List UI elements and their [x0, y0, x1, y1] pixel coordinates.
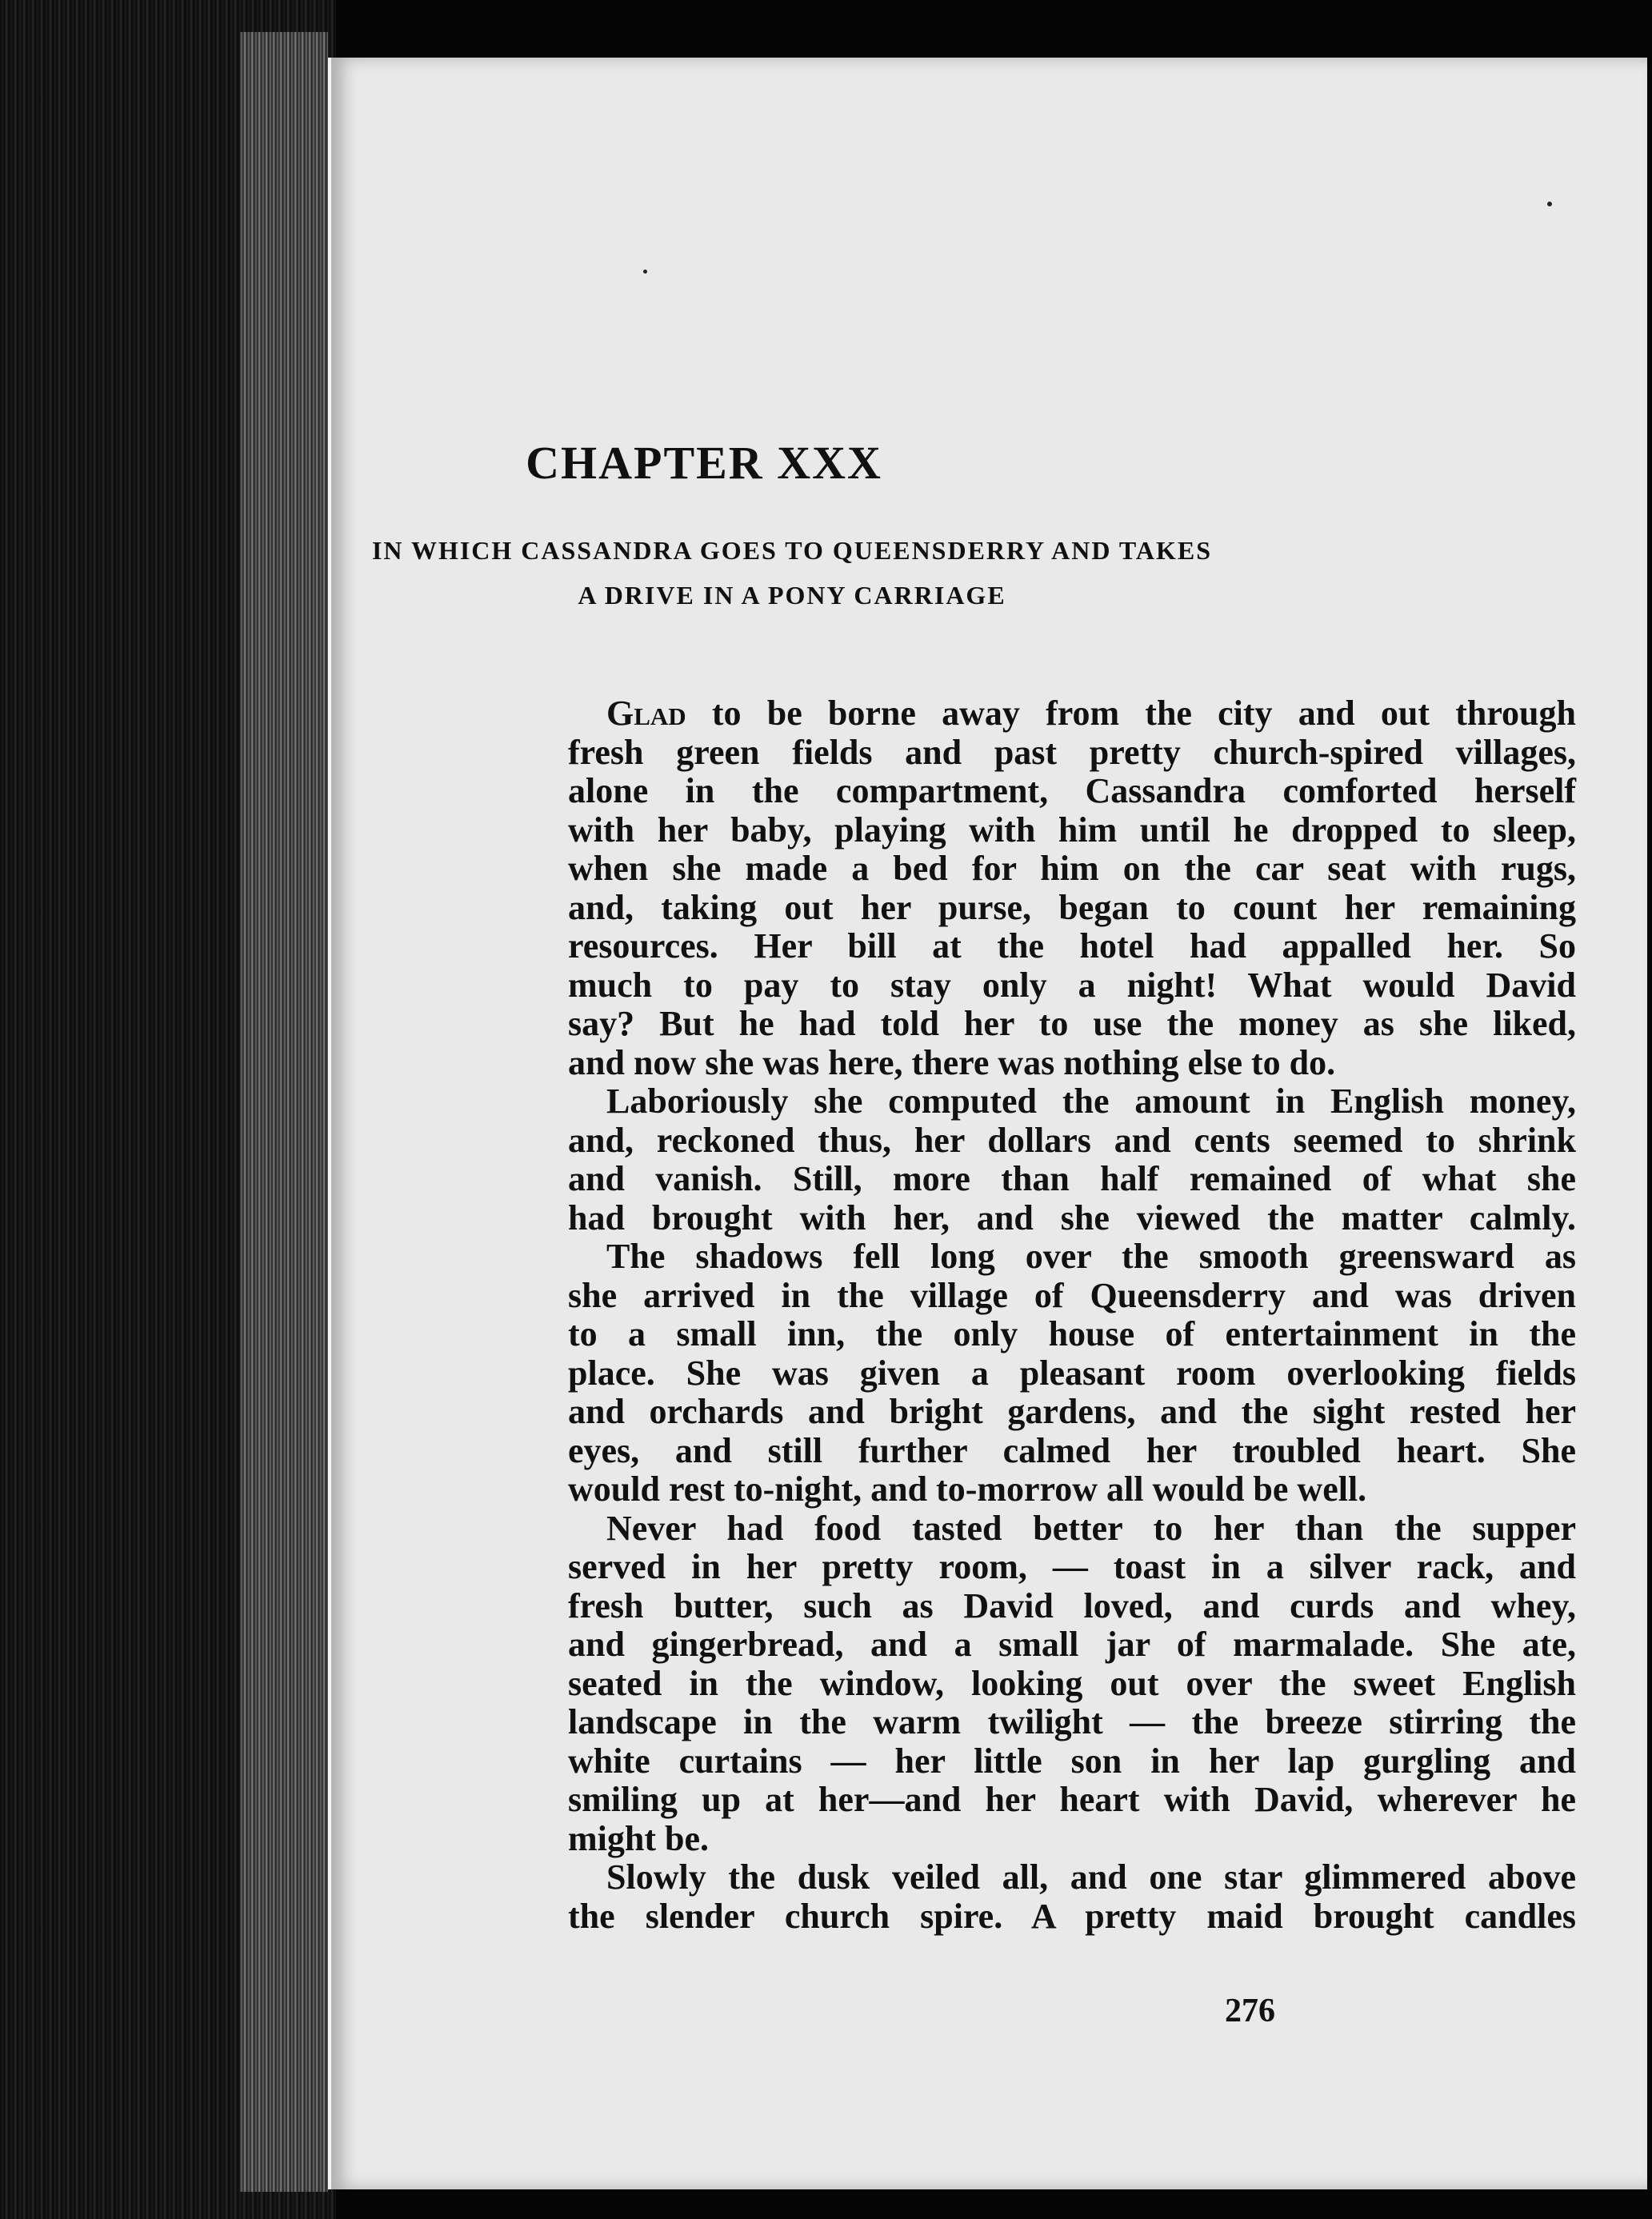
text-line: the slender church spire. A pretty maid brought candles	[568, 1896, 1576, 1936]
text-line: and gingerbread, and a small jar of marmalade. She ate,	[568, 1625, 1576, 1664]
text-line: white curtains — her little son in her lap gurgling and	[568, 1741, 1576, 1781]
text-line: resources. Her bill at the hotel had appalled her. So	[568, 926, 1576, 966]
text-line: with her baby, playing with him until he dropped to sleep,	[568, 810, 1576, 850]
text-line: when she made a bed for him on the car seat with rugs,	[568, 849, 1576, 888]
text-line: The shadows fell long over the smooth greensward as	[606, 1237, 1576, 1276]
text-line: place. She was given a pleasant room overlooking fields	[568, 1353, 1576, 1393]
text-line: Laboriously she computed the amount in English money,	[606, 1082, 1576, 1121]
page-number	[0, 1992, 1324, 2030]
body-text	[240, 694, 1582, 1936]
text-line: and now she was here, there was nothing else to do.	[568, 1042, 1336, 1082]
lead-word: Glad	[606, 694, 686, 733]
text-line: alone in the compartment, Cassandra comforted herself	[568, 771, 1576, 810]
text-line: smiling up at her—and her heart with David, wherever he	[568, 1780, 1576, 1819]
text-line: served in her pretty room, — toast in a silver rack, and	[568, 1547, 1576, 1586]
text-line: to a small inn, the only house of entertainment in the	[568, 1314, 1576, 1353]
subtitle-line: IN WHICH CASSANDRA GOES TO QUEENSDERRY AND TAKES	[371, 536, 1213, 565]
text-line: landscape in the warm twilight — the breeze stirring the	[568, 1702, 1576, 1741]
text-line-rest: to be borne away from the city and out through	[686, 694, 1576, 733]
text-line: eyes, and still further calmed her troubled heart. She	[568, 1430, 1576, 1470]
text-line: Never had food tasted better to her than the supper	[606, 1508, 1576, 1548]
chapter-title: CHAPTER XXX	[526, 437, 882, 489]
subtitle-line: A DRIVE IN A PONY CARRIAGE	[578, 581, 1006, 610]
text-line: and vanish. Still, more than half remained of what she	[568, 1159, 1576, 1198]
text-line	[568, 694, 1576, 734]
text-line: seated in the window, looking out over the sweet English	[568, 1663, 1576, 1703]
text-line: Slowly the dusk veiled all, and one star glimmered above	[606, 1857, 1576, 1897]
text-line: much to pay to stay only a night! What would David	[568, 965, 1576, 1005]
text-line: and, taking out her purse, began to count her remaining	[568, 887, 1576, 927]
text-line: she arrived in the village of Queensderry and was driven	[568, 1275, 1576, 1315]
text-line: fresh green fields and past pretty church-spired villages,	[568, 732, 1576, 772]
text-line: had brought with her, and she viewed the matter calmly.	[568, 1197, 1576, 1237]
text-line: and, reckoned thus, her dollars and cents seemed to shrink	[568, 1120, 1576, 1160]
chapter-subtitle	[240, 528, 1344, 618]
text-line: say? But he had told her to use the money as she liked,	[568, 1004, 1576, 1043]
page-number-text: 276	[1225, 1993, 1275, 2029]
text-line: and orchards and bright gardens, and the sight rested her	[568, 1392, 1576, 1431]
text-line: might be.	[568, 1818, 709, 1858]
text-line: would rest to-night, and to-morrow all would be well.	[568, 1469, 1367, 1509]
text-line: fresh butter, such as David loved, and curds and whey,	[568, 1585, 1576, 1625]
